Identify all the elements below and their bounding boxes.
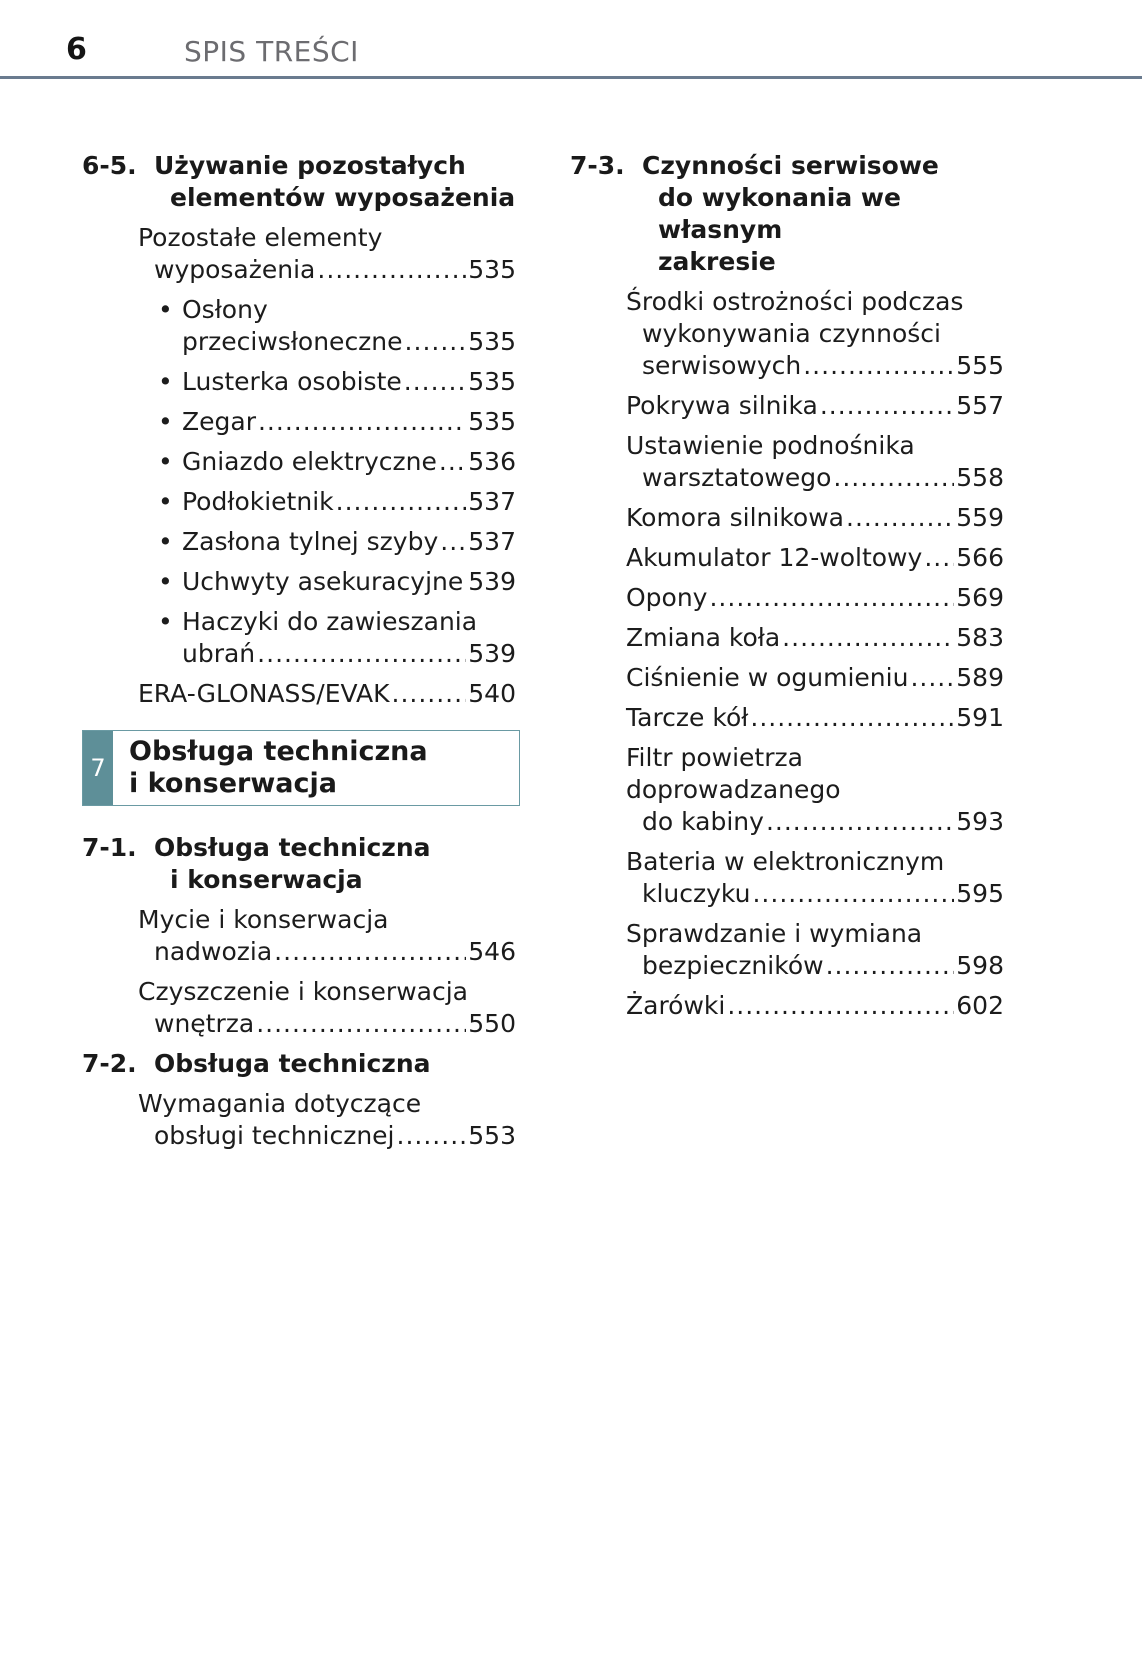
page-ref: 539	[468, 639, 516, 668]
toc-right-column	[570, 150, 1004, 1022]
section-title: Używanie pozostałych elementów wyposażenia	[154, 151, 516, 212]
chapter-7-banner[interactable]	[82, 730, 520, 806]
bullet-icon: •	[158, 527, 173, 556]
toc-entry-komora-silnikowa[interactable]: Komora silnikowa ..... 559	[570, 502, 1004, 534]
page-ref: 602	[956, 991, 1004, 1020]
page-ref: 569	[956, 583, 1004, 612]
toc-entry-cisnienie[interactable]: Ciśnienie w ogumieniu ..... 589	[570, 662, 1004, 694]
page-ref: 598	[956, 951, 1004, 980]
header-divider	[0, 76, 1142, 79]
chapter-number: 7	[83, 731, 113, 805]
section-number: 7-1.	[82, 833, 137, 862]
toc-entry-opony[interactable]: Opony ..... 569	[570, 582, 1004, 614]
toc-entry-zegar[interactable]: • Zegar ..... 535	[82, 406, 516, 438]
page-title: SPIS TREŚCI	[184, 35, 359, 68]
toc-entry-bateria[interactable]: Bateria w elektronicznym kluczyku ..... 595	[570, 846, 1004, 910]
section-7-3[interactable]	[570, 150, 1004, 278]
page-header	[0, 0, 1142, 80]
bullet-icon: •	[158, 607, 173, 636]
toc-entry-wymagania[interactable]: Wymagania dotyczące obsługi technicznej ..... 553	[82, 1088, 516, 1152]
toc-entry-bezpieczniki[interactable]: Sprawdzanie i wymiana bezpieczników ..... 598	[570, 918, 1004, 982]
page-ref: 546	[468, 937, 516, 966]
page-ref: 589	[956, 663, 1004, 692]
page-ref: 536	[468, 447, 516, 476]
toc-entry-oslony[interactable]: • Osłony przeciwsłoneczne ..... 535	[82, 294, 516, 358]
section-number: 7-2.	[82, 1049, 137, 1078]
toc-entry-podnosnik[interactable]: Ustawienie podnośnika warsztatowego ..... 558	[570, 430, 1004, 494]
toc-entry-era-glonass[interactable]: ERA-GLONASS/EVAK ..... 540	[82, 678, 516, 710]
page-ref: 591	[956, 703, 1004, 732]
section-title: Obsługa techniczna i konserwacja	[154, 833, 431, 894]
toc-entry-filtr[interactable]: Filtr powietrza doprowadzanego do kabiny ..... 593	[570, 742, 1004, 838]
section-7-1[interactable]	[82, 832, 516, 896]
section-7-2[interactable]	[82, 1048, 516, 1080]
toc-entry-uchwyty[interactable]: • Uchwyty asekuracyjne ..... 539	[82, 566, 516, 598]
toc-entry-srodki-ostroznosci[interactable]: Środki ostrożności podczas wykonywania czynności serwisowych ..... 555	[570, 286, 1004, 382]
page-ref: 583	[956, 623, 1004, 652]
section-number: 6-5.	[82, 151, 137, 180]
page-ref: 553	[468, 1121, 516, 1150]
page-ref: 537	[468, 527, 516, 556]
page-ref: 535	[468, 367, 516, 396]
toc-entry-lusterka[interactable]: • Lusterka osobiste ..... 535	[82, 366, 516, 398]
section-6-5[interactable]	[82, 150, 516, 214]
page-ref: 540	[468, 679, 516, 708]
toc-entry-podlokietnik[interactable]: • Podłokietnik ..... 537	[82, 486, 516, 518]
bullet-icon: •	[158, 367, 173, 396]
page-ref: 593	[956, 807, 1004, 836]
toc-left-column	[82, 150, 516, 1152]
page-ref: 535	[468, 255, 516, 284]
page-ref: 539	[468, 567, 516, 596]
page-ref: 550	[468, 1009, 516, 1038]
toc-entry-mycie[interactable]: Mycie i konserwacja nadwozia ..... 546	[82, 904, 516, 968]
page-ref: 557	[956, 391, 1004, 420]
bullet-icon: •	[158, 567, 173, 596]
bullet-icon: •	[158, 295, 173, 324]
toc-entry-czyszczenie[interactable]: Czyszczenie i konserwacja wnętrza ..... 550	[82, 976, 516, 1040]
section-title: Czynności serwisowe do wykonania we własnym zakresie	[642, 151, 939, 276]
page-ref: 595	[956, 879, 1004, 908]
bullet-icon: •	[158, 447, 173, 476]
page-ref: 555	[956, 351, 1004, 380]
page-ref: 558	[956, 463, 1004, 492]
toc-entry-zaslona[interactable]: • Zasłona tylnej szyby ..... 537	[82, 526, 516, 558]
toc-entry-zarowki[interactable]: Żarówki ..... 602	[570, 990, 1004, 1022]
page-number: 6	[66, 32, 87, 67]
chapter-title: Obsługa techniczna i konserwacja	[129, 736, 428, 799]
page-ref: 566	[956, 543, 1004, 572]
toc-entry-pozostale-elementy[interactable]: Pozostałe elementy wyposażenia ..... 535	[82, 222, 516, 286]
section-number: 7-3.	[570, 151, 625, 180]
bullet-icon: •	[158, 407, 173, 436]
page-ref: 535	[468, 327, 516, 356]
page-ref: 535	[468, 407, 516, 436]
bullet-icon: •	[158, 487, 173, 516]
toc-entry-gniazdo[interactable]: • Gniazdo elektryczne ..... 536	[82, 446, 516, 478]
toc-entry-akumulator[interactable]: Akumulator 12-woltowy ..... 566	[570, 542, 1004, 574]
toc-entry-zmiana-kola[interactable]: Zmiana koła ..... 583	[570, 622, 1004, 654]
page-ref: 537	[468, 487, 516, 516]
section-title: Obsługa techniczna	[154, 1049, 431, 1078]
page-ref: 559	[956, 503, 1004, 532]
toc-entry-tarcze-kol[interactable]: Tarcze kół ..... 591	[570, 702, 1004, 734]
toc-entry-pokrywa-silnika[interactable]: Pokrywa silnika ..... 557	[570, 390, 1004, 422]
toc-entry-haczyki[interactable]: • Haczyki do zawieszania ubrań ..... 539	[82, 606, 516, 670]
